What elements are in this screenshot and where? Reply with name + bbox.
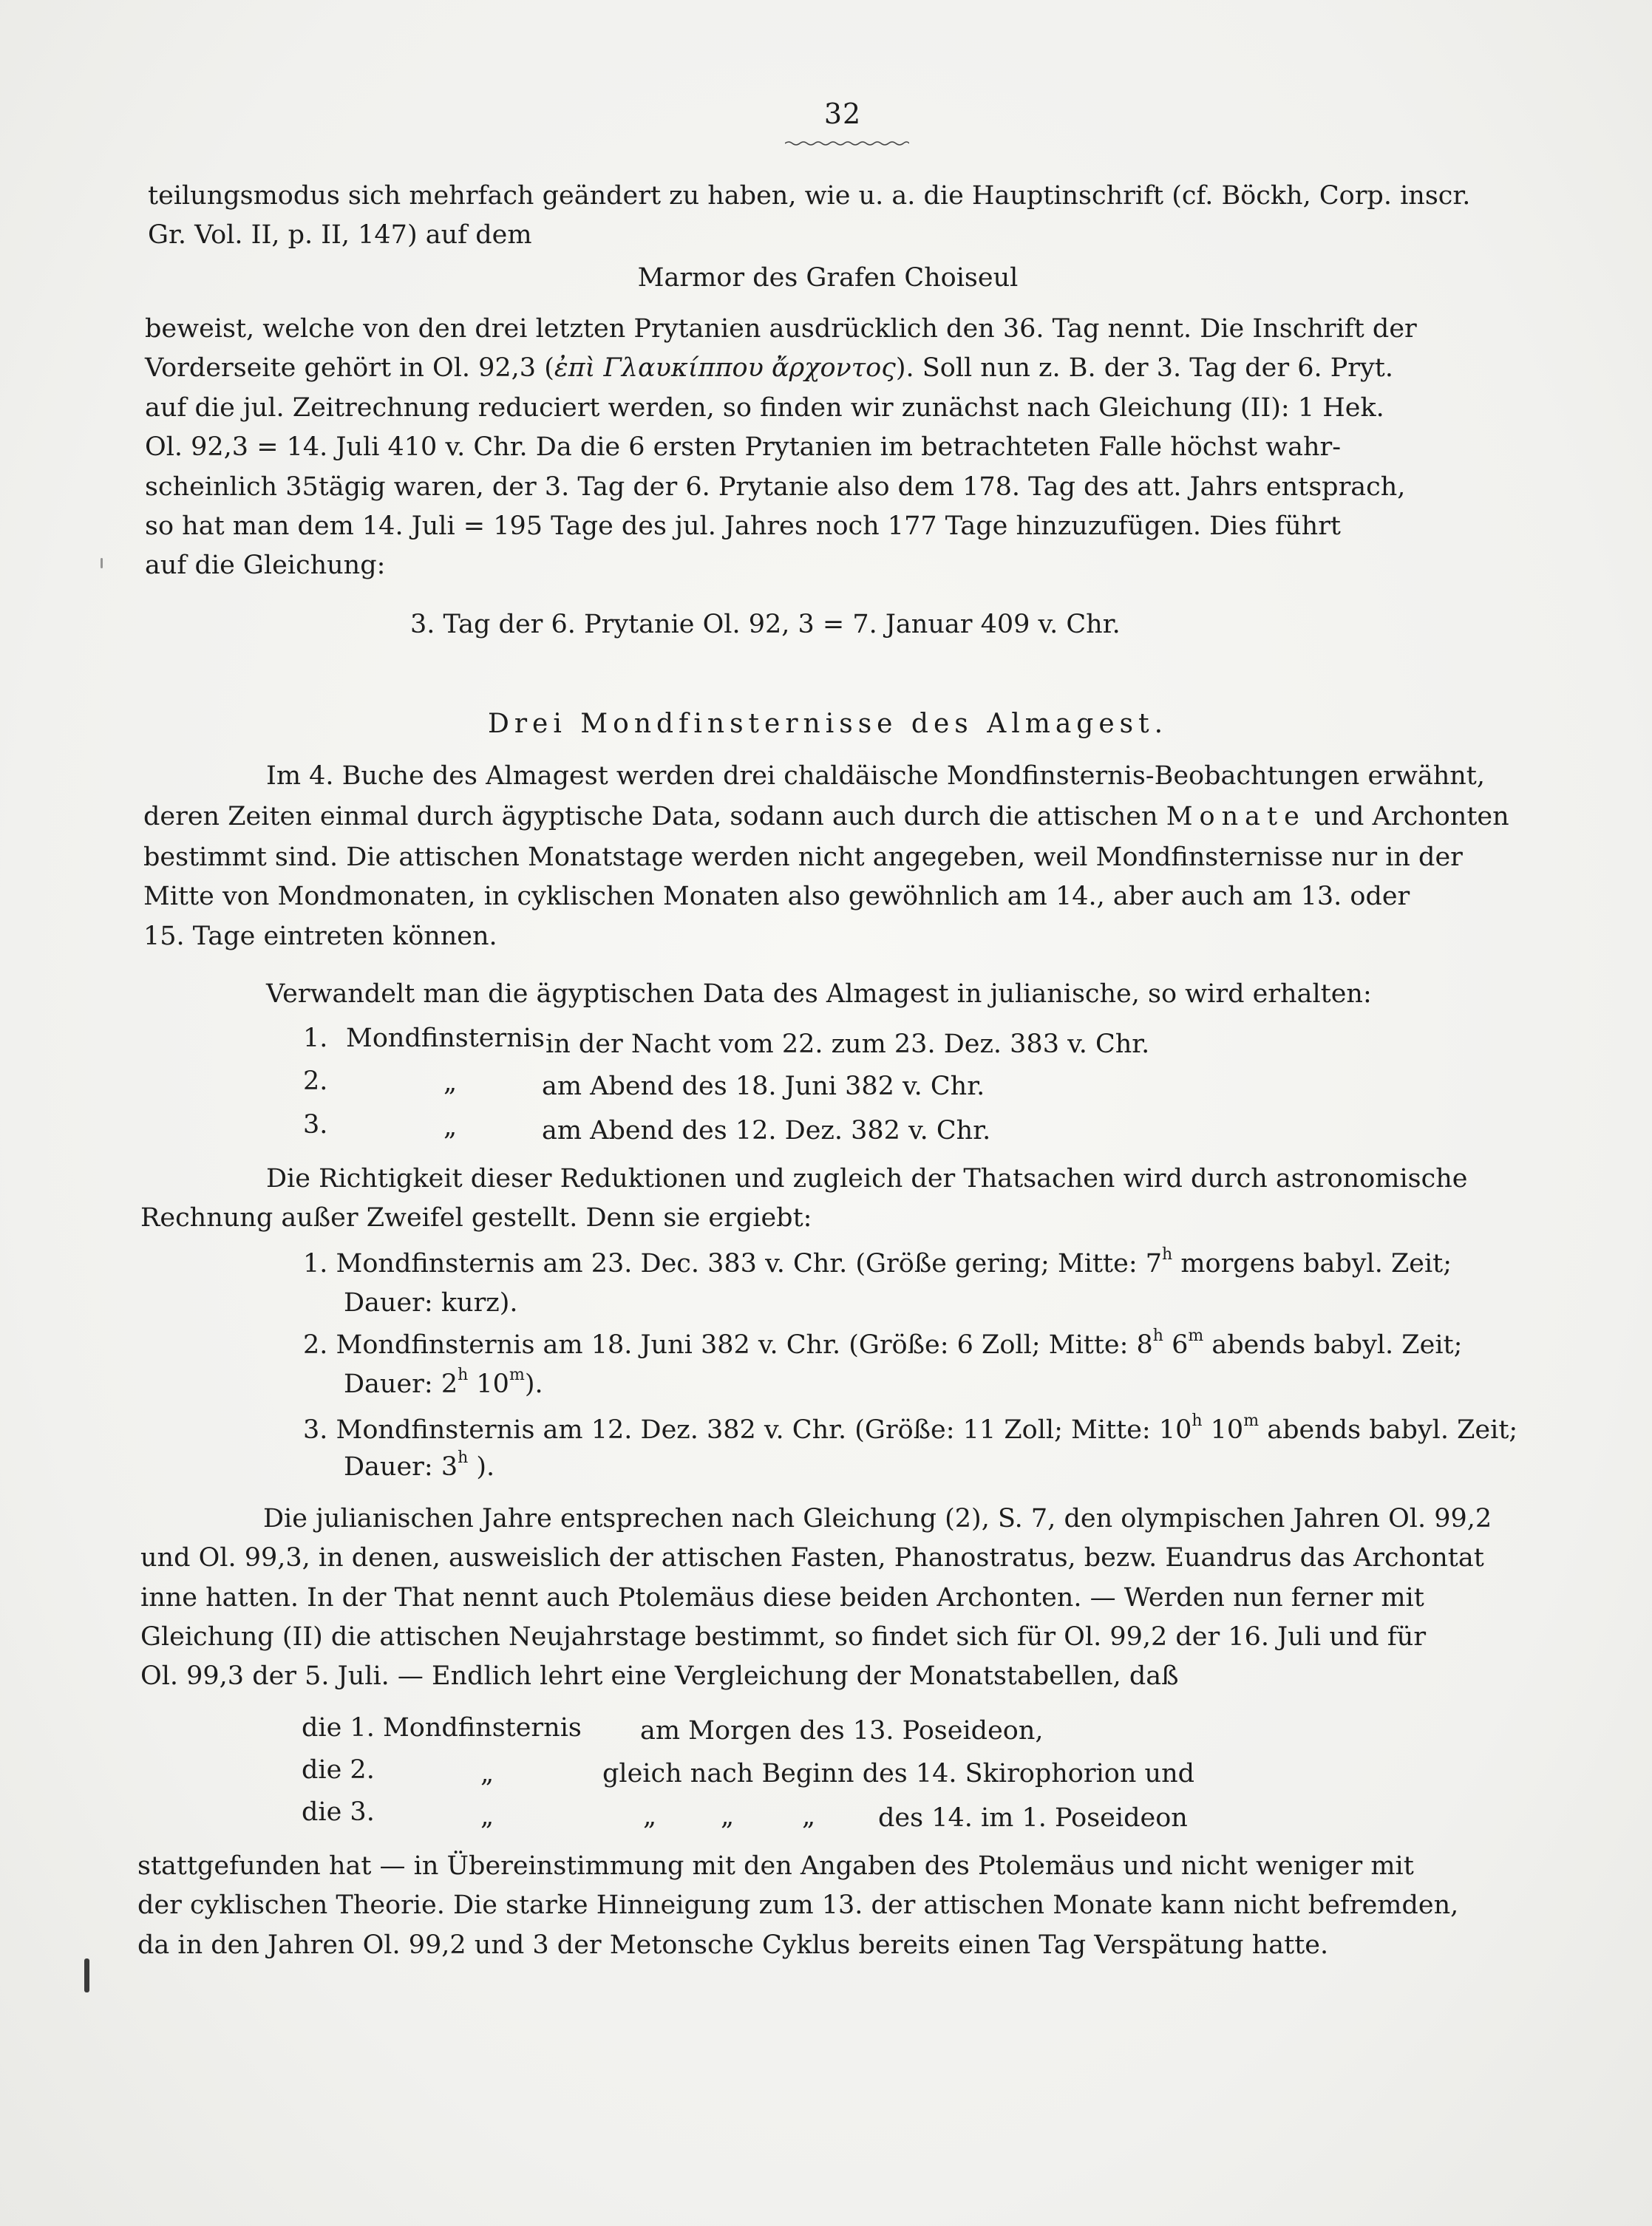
text-line: 15. Tage eintreten können. — [143, 922, 497, 951]
text-fragment: Dauer: 2 — [344, 1369, 458, 1399]
superscript: m — [1243, 1412, 1260, 1431]
text-line: beweist, welche von den drei letzten Prytanien ausdrücklich den 36. Tag nennt. Die Inschrift der — [145, 314, 1417, 344]
text-fragment: abends babyl. Zeit; — [1203, 1330, 1463, 1360]
greek-phrase: ἐπὶ Γλαυκίππου ἄρχοντος — [554, 353, 896, 383]
superscript: h — [1192, 1412, 1203, 1431]
text-fragment: ). Soll nun z. B. der 3. Tag der 6. Pryt. — [895, 353, 1393, 383]
text-line: die 2. — [302, 1755, 375, 1785]
scan-speck — [84, 1958, 89, 1992]
eclipse-entry-line — [303, 1245, 1452, 1279]
page-number-rule — [785, 140, 909, 146]
text-fragment: 10 — [468, 1369, 509, 1399]
text-line: Die julianischen Jahre entsprechen nach Gleichung (2), S. 7, den olympischen Jahren Ol. 99,2 — [263, 1504, 1492, 1534]
text-line: auf die Gleichung: — [145, 551, 386, 580]
text-fragment: Dauer: 3 — [344, 1452, 458, 1482]
superscript: h — [1152, 1327, 1163, 1346]
text-fragment: 6 — [1163, 1330, 1189, 1360]
text-line: scheinlich 35tägig waren, der 3. Tag der 6. Prytanie also dem 178. Tag des att. Jahrs entsprach, — [145, 472, 1406, 502]
text-line: so hat man dem 14. Juli = 195 Tage des jul. Jahres noch 177 Tage hinzuzufügen. Dies führt — [145, 511, 1341, 541]
list-text: am Abend des 12. Dez. 382 v. Chr. — [542, 1116, 991, 1146]
scan-speck — [101, 558, 103, 568]
text-line: Die Richtigkeit dieser Reduktionen und zugleich der Thatsachen wird durch astronomische — [266, 1164, 1468, 1194]
text-line: Mitte von Mondmonaten, in cyklischen Monaten also gewöhnlich am 14., aber auch am 13. oder — [143, 882, 1410, 911]
text-line: stattgefunden hat — in Übereinstimmung mit den Angaben des Ptolemäus und nicht weniger mit — [137, 1851, 1414, 1881]
list-label: Mondfinsternis — [346, 1024, 545, 1053]
text-line — [145, 353, 1393, 383]
text-line: Gleichung (II) die attischen Neujahrstage bestimmt, so findet sich für Ol. 99,2 der 16. Juli und für — [140, 1622, 1427, 1652]
ditto-mark: „ — [802, 1802, 816, 1831]
text-fragment: deren Zeiten einmal durch ägyptische Data, sodann auch durch die attischen — [143, 802, 1158, 831]
list-number: 3. — [303, 1110, 328, 1140]
eclipse-entry-line: Dauer: kurz). — [344, 1288, 518, 1318]
superscript: m — [1188, 1327, 1204, 1346]
text-line: bestimmt sind. Die attischen Monatstage werden nicht angegeben, weil Mondfinsternisse nur in der — [143, 843, 1463, 872]
list-number: 1. — [303, 1024, 328, 1053]
text-line: Verwandelt man die ägyptischen Data des Almagest in julianische, so wird erhalten: — [266, 979, 1372, 1009]
ditto-mark: „ — [721, 1802, 735, 1831]
text-fragment: ). — [468, 1452, 495, 1482]
text-fragment: abends babyl. Zeit; — [1259, 1415, 1518, 1445]
text-line: die 1. Mondfinsternis — [302, 1713, 582, 1743]
page-number: 32 — [823, 98, 862, 130]
text-line: auf die jul. Zeitrechnung reduciert werden, so finden wir zunächst nach Gleichung (II): 1 Hek. — [145, 393, 1384, 423]
eclipse-entry-line — [344, 1449, 495, 1482]
text-fragment: 10 — [1202, 1415, 1244, 1445]
ditto-mark: „ — [480, 1802, 494, 1831]
superscript: m — [509, 1366, 525, 1385]
text-line: der cyklischen Theorie. Die starke Hinneigung zum 13. der attischen Monate kann nicht befremden, — [137, 1890, 1459, 1920]
list-number: 2. — [303, 1066, 328, 1096]
spaced-word: Monate — [1166, 802, 1306, 831]
section-heading: Drei Mondfinsternisse des Almagest. — [487, 709, 1169, 739]
text-line: die 3. — [302, 1797, 375, 1827]
ditto-mark: „ — [643, 1802, 657, 1831]
text-line: Ol. 99,3 der 5. Juli. — Endlich lehrt eine Vergleichung der Monatstabellen, daß — [140, 1661, 1179, 1691]
text-line: Gr. Vol. II, p. II, 147) auf dem — [148, 220, 532, 250]
text-fragment: morgens babyl. Zeit; — [1172, 1249, 1452, 1279]
text-line: Im 4. Buche des Almagest werden drei chaldäische Mondfinsternis-Beobachtungen erwähnt, — [266, 761, 1485, 791]
superscript: h — [1162, 1245, 1173, 1265]
superscript: h — [458, 1366, 469, 1385]
text-line: gleich nach Beginn des 14. Skirophorion und — [602, 1759, 1195, 1788]
text-line: am Morgen des 13. Poseideon, — [640, 1716, 1044, 1746]
text-line: Rechnung außer Zweifel gestellt. Denn sie ergiebt: — [140, 1203, 812, 1233]
list-text: in der Nacht vom 22. zum 23. Dez. 383 v. Chr. — [545, 1029, 1150, 1059]
centered-line: Marmor des Grafen Choiseul — [637, 263, 1019, 293]
text-fragment: 3. Mondfinsternis am 12. Dez. 382 v. Chr. (Größe: 11 Zoll; Mitte: 10 — [303, 1415, 1192, 1445]
text-fragment: ). — [524, 1369, 543, 1399]
equation-line: 3. Tag der 6. Prytanie Ol. 92, 3 = 7. Januar 409 v. Chr. — [410, 610, 1121, 639]
text-line: teilungsmodus sich mehrfach geändert zu haben, wie u. a. die Hauptinschrift (cf. Böckh, Corp. inscr. — [148, 181, 1471, 211]
ditto-mark: „ — [443, 1112, 458, 1142]
eclipse-entry-line — [344, 1366, 543, 1399]
text-line: und Ol. 99,3, in denen, ausweislich der attischen Fasten, Phanostratus, bezw. Euandrus das Archontat — [140, 1543, 1484, 1573]
superscript: h — [458, 1449, 469, 1468]
text-fragment: 2. Mondfinsternis am 18. Juni 382 v. Chr. (Größe: 6 Zoll; Mitte: 8 — [303, 1330, 1153, 1360]
list-text: am Abend des 18. Juni 382 v. Chr. — [542, 1072, 985, 1101]
eclipse-entry-line — [303, 1327, 1463, 1360]
text-line — [143, 802, 1509, 831]
text-line: da in den Jahren Ol. 99,2 und 3 der Metonsche Cyklus bereits einen Tag Verspätung hatte. — [137, 1930, 1329, 1960]
ditto-mark: „ — [480, 1759, 494, 1788]
text-fragment: 1. Mondfinsternis am 23. Dec. 383 v. Chr. (Größe gering; Mitte: 7 — [303, 1249, 1163, 1279]
eclipse-entry-line — [303, 1412, 1518, 1445]
text-fragment: und Archonten — [1313, 802, 1509, 831]
text-line: Ol. 92,3 = 14. Juli 410 v. Chr. Da die 6 ersten Prytanien im betrachteten Falle höchst wahr- — [145, 432, 1342, 462]
text-fragment: Vorderseite gehört in Ol. 92,3 ( — [145, 353, 554, 383]
text-line: inne hatten. In der That nennt auch Ptolemäus diese beiden Archonten. — Werden nun ferner mit — [140, 1583, 1424, 1613]
ditto-mark: „ — [443, 1068, 458, 1097]
text-line: des 14. im 1. Poseideon — [878, 1803, 1188, 1833]
